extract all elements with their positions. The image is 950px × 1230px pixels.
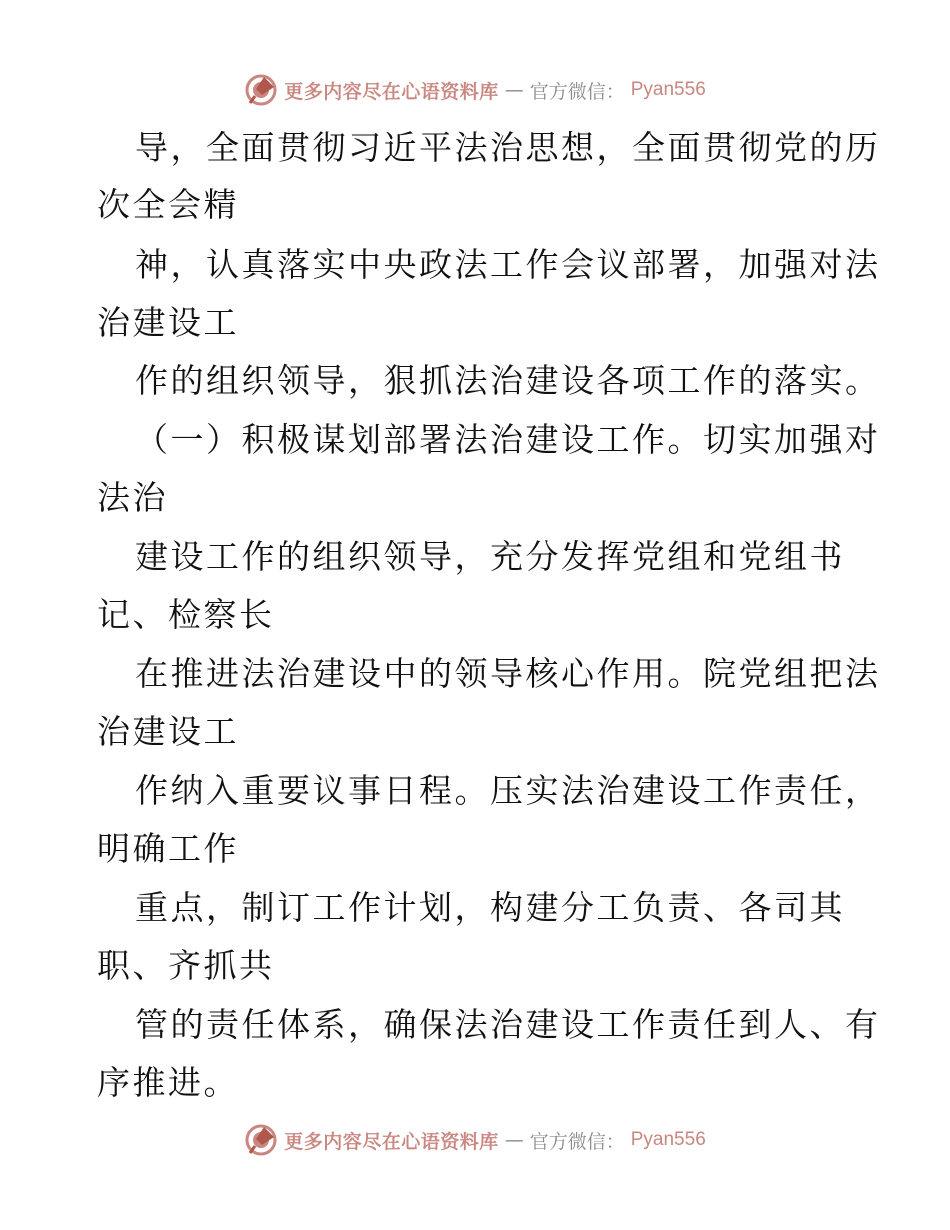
text-line: （一）积极谋划部署法治建设工作。切实加强对 xyxy=(135,420,881,459)
watermark-contact-text: 官方微信： xyxy=(529,1130,625,1153)
text-line: 法治 xyxy=(97,478,168,517)
text-line: 职、齐抓共 xyxy=(97,946,275,985)
text-line: 建设工作的组织领导，充分发挥党组和党组书 xyxy=(135,537,845,576)
text-line: 序推进。 xyxy=(97,1063,239,1102)
text-line: 次全会精 xyxy=(97,185,239,224)
watermark-dash: — xyxy=(504,1129,524,1151)
text-line: 重点，制订工作计划，构建分工负责、各司其 xyxy=(135,888,845,927)
watermark-wechat-id: Pyan556 xyxy=(630,79,706,100)
header-watermark xyxy=(0,70,950,110)
watermark-contact-text: 官方微信： xyxy=(529,80,625,103)
pen-seal-icon xyxy=(244,1123,278,1157)
watermark-dash: — xyxy=(504,79,524,101)
text-line: 治建设工 xyxy=(97,712,239,751)
text-line: 在推进法治建设中的领导核心作用。院党组把法 xyxy=(135,654,881,693)
text-line: 导，全面贯彻习近平法治思想，全面贯彻党的历 xyxy=(135,128,881,167)
text-line: 明确工作 xyxy=(97,829,239,868)
text-line: 记、检察长 xyxy=(97,595,275,634)
text-line: 作的组织领导，狠抓法治建设各项工作的落实。 xyxy=(135,361,881,400)
footer-watermark xyxy=(0,1120,950,1160)
text-line: 治建设工 xyxy=(97,303,239,342)
text-line: 作纳入重要议事日程。压实法治建设工作责任， xyxy=(135,771,881,810)
pen-seal-icon xyxy=(244,73,278,107)
watermark-wechat-id: Pyan556 xyxy=(630,1129,706,1150)
watermark-site-text: 更多内容尽在心语资料库 xyxy=(284,80,499,103)
text-line: 管的责任体系，确保法治建设工作责任到人、有 xyxy=(135,1005,881,1044)
watermark-site-text: 更多内容尽在心语资料库 xyxy=(284,1130,499,1153)
text-line: 神，认真落实中央政法工作会议部署，加强对法 xyxy=(135,245,881,284)
